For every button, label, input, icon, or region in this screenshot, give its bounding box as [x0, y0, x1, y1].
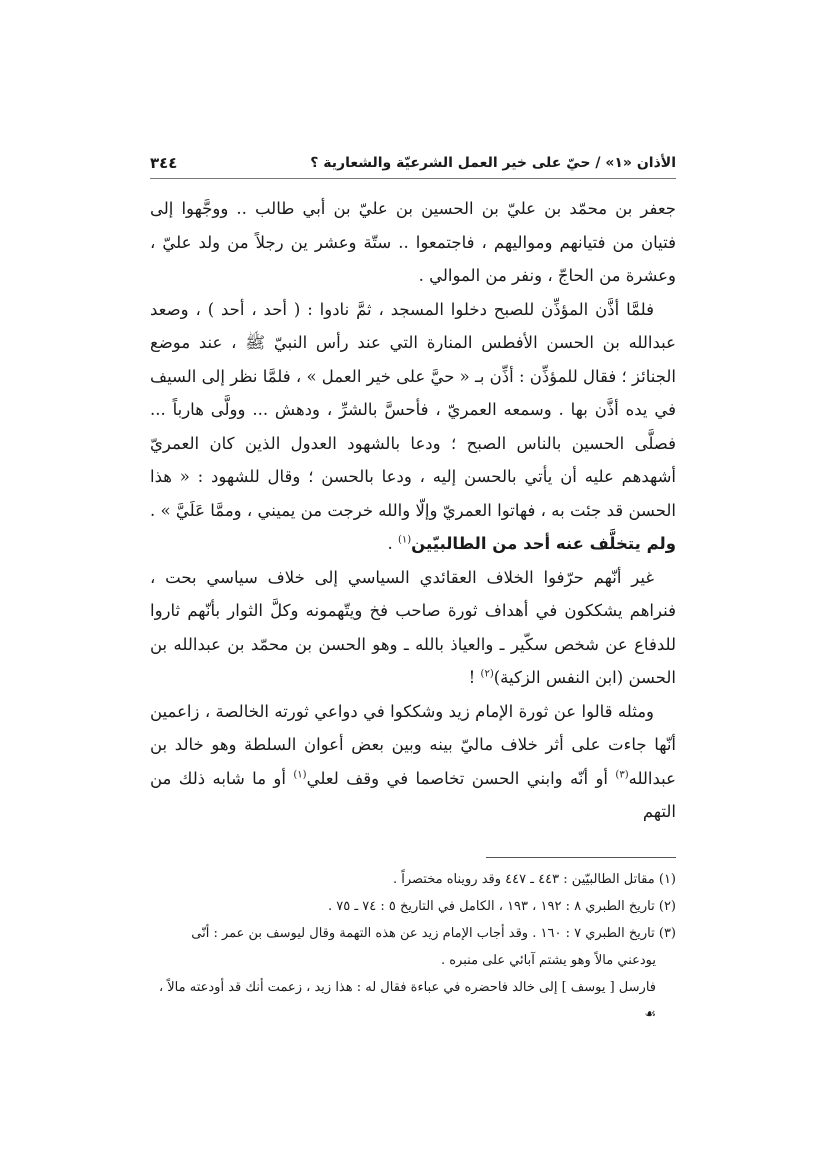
paragraph-1: جعفر بن محمّد بن عليّ بن الحسين بن عليّ بن أبي طالب .. ووجَّهوا إلى فتيان من فتيانهم ومواليهم ، فاجتمعوا .. ستّة وعشر ين رجلاً من ولد عليّ ، وعشرة من الحاجّ ، ونفر من الموالي . — [150, 199, 676, 285]
paragraph-3-end: ! — [468, 668, 481, 687]
paragraph-4-text-a: ومثله قالوا عن ثورة الإمام زيد وشككوا في دواعي ثورته الخالصة ، زاعمين أنّها جاءت على أثر خلاف ماليّ بينه وبين بعض أعوان السلطة وهو خالد بن عبدالله — [150, 701, 676, 788]
header-title: الأذان «١» / حيّ على خير العمل الشرعيّة والشعارية ؟ — [310, 155, 676, 171]
paragraph-2-end: . — [387, 534, 398, 553]
footnote-divider — [486, 857, 676, 858]
footnote-3-continuation-2: فارسل [ يوسف ] إلى خالد فاحضره في عباءة فقال له : هذا زيد ، زعمت أنك قد أودعته مالاً ، — [158, 980, 656, 995]
footnote-3-continuation: يودعني مالاً وهو يشتم آبائي على منبره . — [440, 953, 656, 968]
paragraph-2-text: فلمَّا أذَّن المؤذِّن للصبح دخلوا المسجد ، ثمَّ نادوا : ( أحد ، أحد ) ، وصعد عبدالله بن الحسن الأفطس المنارة التي عند رأس النبيّ ﷺ ، عند موضع الجنائز ؛ فقال للمؤذِّن : أذِّن بـ « حيَّ على خير العمل » ، فلمَّا نظر إلى السيف في يده أذَّن بها . وسمعه العمريّ ، فأحسَّ بالشرِّ ، ودهش ... وولَّى هارباً ... فصلَّى الحسين بالناس الصبح ؛ ودعا بالشهود العدول الذين كان العمريّ أشهدهم عليه أن يأتي بالحسن إليه ، ودعا بالحسن ؛ وقال للشهود : « هذا الحسن قد جئت به ، فهاتوا العمريّ وإلّا والله خرجت من يميني ، وممَّا عَلَيَّ » . — [150, 299, 676, 520]
paragraph-4-text-b: أو أنّه وابني الحسن تخاصما في وقف لعلي — [306, 768, 616, 788]
footnote-1: (١) مقاتل الطالبيّين : ٤٤٣ ـ ٤٤٧ وقد رويناه مختصراً . — [392, 872, 676, 887]
paragraph-2 — [150, 293, 676, 561]
footnote-3: (٣) تاريخ الطبري ٧ : ١٦٠ . وقد أجاب الإمام زيد عن هذه التهمة وقال ليوسف بن عمر : أنّى — [191, 926, 676, 941]
page-number: ٣٤٤ — [150, 154, 178, 172]
footnote-2: (٢) تاريخ الطبري ٨ : ١٩٢ ، ١٩٣ ، الكامل في التاريخ ٥ : ٧٤ ـ ٧٥ . — [327, 899, 676, 914]
paragraph-4-text-c: أو ما شابه ذلك من التهم — [150, 768, 676, 821]
footnote-ref-3: (٣) — [615, 769, 629, 780]
paragraph-3 — [150, 561, 676, 695]
footnote-ref-2: (٢) — [480, 668, 494, 680]
footnotes — [150, 866, 676, 1028]
footnote-ref-1: (١) — [397, 534, 412, 546]
running-header — [150, 148, 676, 179]
footnote-ref-next-page: (١) — [293, 769, 307, 780]
paragraph-4 — [150, 695, 676, 829]
paragraph-2-bold: ولم يتخلَّف عنه أحد من الطالبيّين — [411, 534, 676, 553]
paragraph-3-text: غير أنّهم حرّفوا الخلاف العقائدي السياسي إلى خلاف سياسي بحت ، فنراهم يشككون في أهداف ثورة صاحب فخ ويتّهمونه وكلَّ الثوار بأنّهم ثاروا للدفاع عن شخص سكّير ـ والعياذ بالله ـ وهو الحسن بن محمّد بن عبدالله بن الحسن (ابن النفس الزكية) — [150, 567, 676, 687]
main-text — [150, 192, 676, 829]
continuation-mark-icon: ☙ — [644, 1007, 656, 1022]
